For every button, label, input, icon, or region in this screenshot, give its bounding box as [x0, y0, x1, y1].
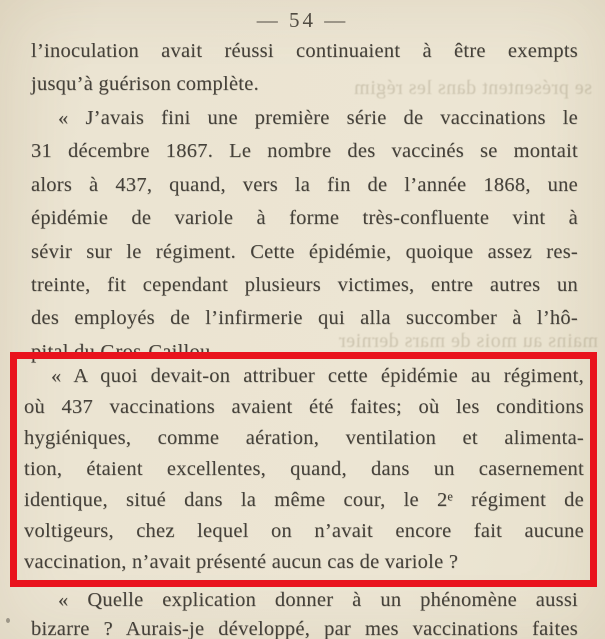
red-highlight-box — [10, 352, 597, 587]
text-line: épidémie de variole à forme très-confluente vint à — [31, 207, 578, 230]
text-line: des employés de l’infirmerie qui alla succomber à l’hô- — [31, 307, 578, 330]
text-line: « Quelle explication donner à un phénomène aussi — [58, 589, 578, 611]
bleedthrough-text-middle: mains au mois de mars dernier — [338, 330, 598, 352]
text-line: 31 décembre 1867. Le nombre des vaccinés se montait — [31, 140, 578, 163]
paragraph — [31, 586, 578, 639]
text-line: bizarre ? Aurais-je développé, par mes vaccinations faites — [31, 618, 578, 639]
text-line: alors à 437, quand, vers la fin de l’année 1868, une — [31, 173, 578, 196]
text-line: hygiéniques, comme aération, ventilation et alimenta- — [24, 427, 584, 449]
text-line: tion, étaient excellentes, quand, dans un casernement — [24, 458, 584, 480]
paragraph — [31, 35, 578, 102]
text-line: pital du Gros-Caillou. — [31, 340, 216, 363]
paragraph — [31, 102, 578, 369]
text-line: « J’avais fini une première série de vaccinations le — [58, 107, 578, 129]
text-line: identique, situé dans la même cour, le 2ᵉ régiment de — [24, 489, 584, 511]
bleedthrough-text-top: se présentent dans les régim — [353, 77, 592, 99]
ink-speck — [6, 618, 10, 623]
text-line: où 437 vaccinations avaient été faites; où les conditions — [24, 396, 584, 418]
text-line: l’inoculation avait réussi continuaient à être exempts — [31, 40, 578, 62]
page-number: — 54 — — [256, 8, 349, 32]
text-line: sévir sur le régiment. Cette épidémie, quoique assez res- — [31, 240, 578, 263]
text-line: voltigeurs, chez lequel on n’avait encore fait aucune — [24, 520, 584, 542]
text-line: « A quoi devait-on attribuer cette épidémie au régiment, — [51, 365, 584, 387]
text-line: vaccination, n’avait présenté aucun cas de variole ? — [24, 551, 459, 573]
highlighted-paragraph — [17, 359, 590, 578]
text-line: jusqu’à guérison complète. — [31, 73, 259, 96]
text-line: treinte, fit cependant plusieurs victimes, entre autres un — [31, 274, 578, 297]
